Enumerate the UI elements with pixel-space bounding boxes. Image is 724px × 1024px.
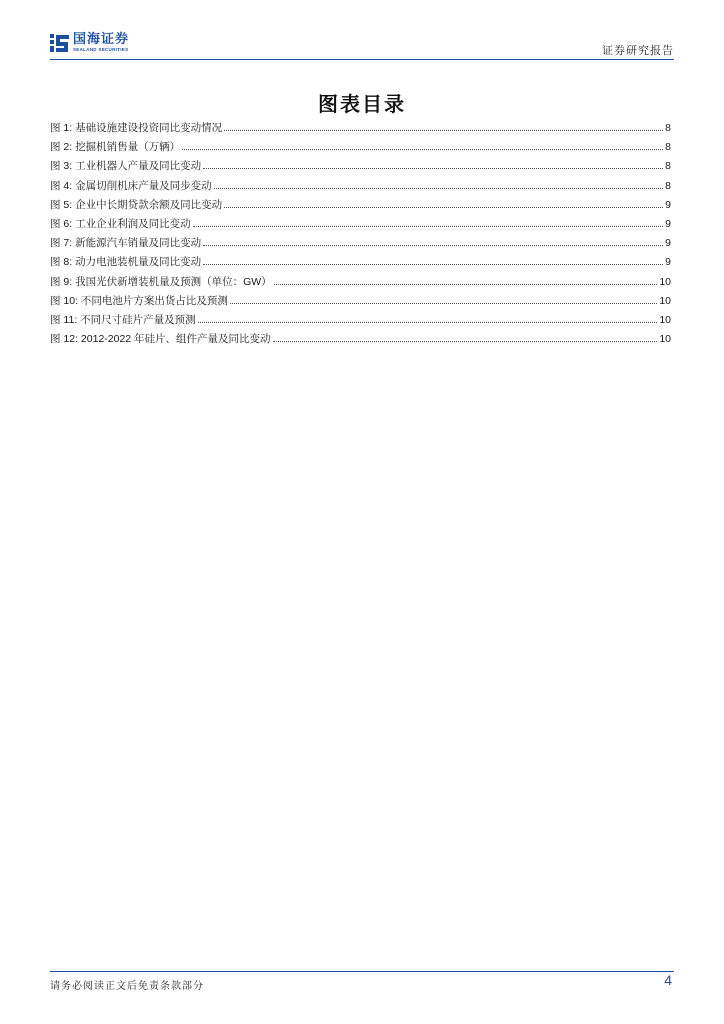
toc-entry[interactable] [50, 312, 671, 331]
toc-entry-page[interactable]: 8 [665, 141, 671, 154]
page-title: 图表目录 [318, 92, 406, 116]
toc-entry-label[interactable]: 图 4: 金属切削机床产量及同步变动 [50, 179, 212, 192]
toc-entry-label[interactable]: 图 9: 我国光伏新增装机量及预测（单位：GW） [50, 275, 272, 288]
toc-leader-dots [203, 244, 663, 246]
toc-entry-label[interactable]: 图 7: 新能源汽车销量及同比变动 [50, 237, 202, 250]
toc-entry[interactable] [50, 216, 671, 235]
toc-entry-label[interactable]: 图 11: 不同尺寸硅片产量及预测 [50, 313, 196, 326]
table-of-figures [50, 120, 671, 350]
toc-entry-page[interactable]: 8 [665, 179, 671, 192]
toc-leader-dots [273, 340, 658, 342]
toc-leader-dots [224, 206, 663, 208]
toc-leader-dots [182, 148, 663, 150]
toc-entry-label[interactable]: 图 12: 2012-2022 年硅片、组件产量及同比变动 [50, 333, 271, 346]
toc-entry-label[interactable]: 图 8: 动力电池装机量及同比变动 [50, 256, 202, 269]
toc-entry[interactable] [50, 139, 671, 158]
toc-entry-label[interactable]: 图 5: 企业中长期贷款余额及同比变动 [50, 198, 223, 211]
toc-entry-label[interactable]: 图 3: 工业机器人产量及同比变动 [50, 160, 202, 173]
toc-entry-page[interactable]: 8 [665, 160, 671, 173]
toc-leader-dots [203, 167, 663, 169]
toc-leader-dots [230, 302, 657, 304]
toc-entry-page[interactable]: 10 [659, 313, 671, 326]
page-header [50, 30, 674, 60]
toc-entry-label[interactable]: 图 1: 基础设施建设投资同比变动情况 [50, 122, 223, 134]
toc-leader-dots [198, 321, 658, 323]
company-logo [50, 32, 129, 54]
toc-entry-page[interactable]: 8 [665, 122, 671, 134]
toc-entry[interactable] [50, 158, 671, 177]
toc-entry-page[interactable]: 9 [665, 237, 671, 250]
toc-entry-page[interactable]: 9 [665, 256, 671, 269]
toc-leader-dots [214, 187, 664, 189]
toc-entry-label[interactable]: 图 6: 工业企业利润及同比变动 [50, 217, 191, 230]
toc-leader-dots [193, 225, 664, 227]
toc-entry-page[interactable]: 9 [665, 217, 671, 230]
toc-entry-page[interactable]: 10 [659, 294, 671, 307]
toc-entry-label[interactable]: 图 10: 不同电池片方案出货占比及预测 [50, 294, 228, 307]
toc-entry-page[interactable]: 10 [659, 333, 671, 346]
toc-entry-page[interactable]: 9 [665, 198, 671, 211]
logo-english-name: SEALAND SECURITIES [73, 47, 129, 53]
toc-entry[interactable] [50, 235, 671, 254]
toc-entry[interactable] [50, 274, 671, 293]
footer-divider [50, 971, 674, 972]
toc-entry[interactable] [50, 254, 671, 273]
toc-entry[interactable] [50, 197, 671, 216]
toc-entry[interactable] [50, 120, 671, 139]
sealand-logo-icon [50, 33, 70, 53]
toc-leader-dots [224, 129, 663, 131]
report-type-label: 证券研究报告 [602, 44, 674, 57]
toc-leader-dots [274, 283, 658, 285]
toc-leader-dots [203, 263, 663, 265]
footer-disclaimer: 请务必阅读正文后免责条款部分 [50, 981, 204, 992]
toc-entry[interactable] [50, 331, 671, 350]
logo-chinese-name: 国海证券 [73, 32, 130, 48]
toc-entry-page[interactable]: 10 [659, 275, 671, 288]
toc-entry[interactable] [50, 293, 671, 312]
page-number: 4 [664, 972, 672, 988]
toc-entry-label[interactable]: 图 2: 挖掘机销售量（万辆） [50, 141, 181, 154]
header-divider [50, 59, 674, 60]
toc-entry[interactable] [50, 178, 671, 197]
